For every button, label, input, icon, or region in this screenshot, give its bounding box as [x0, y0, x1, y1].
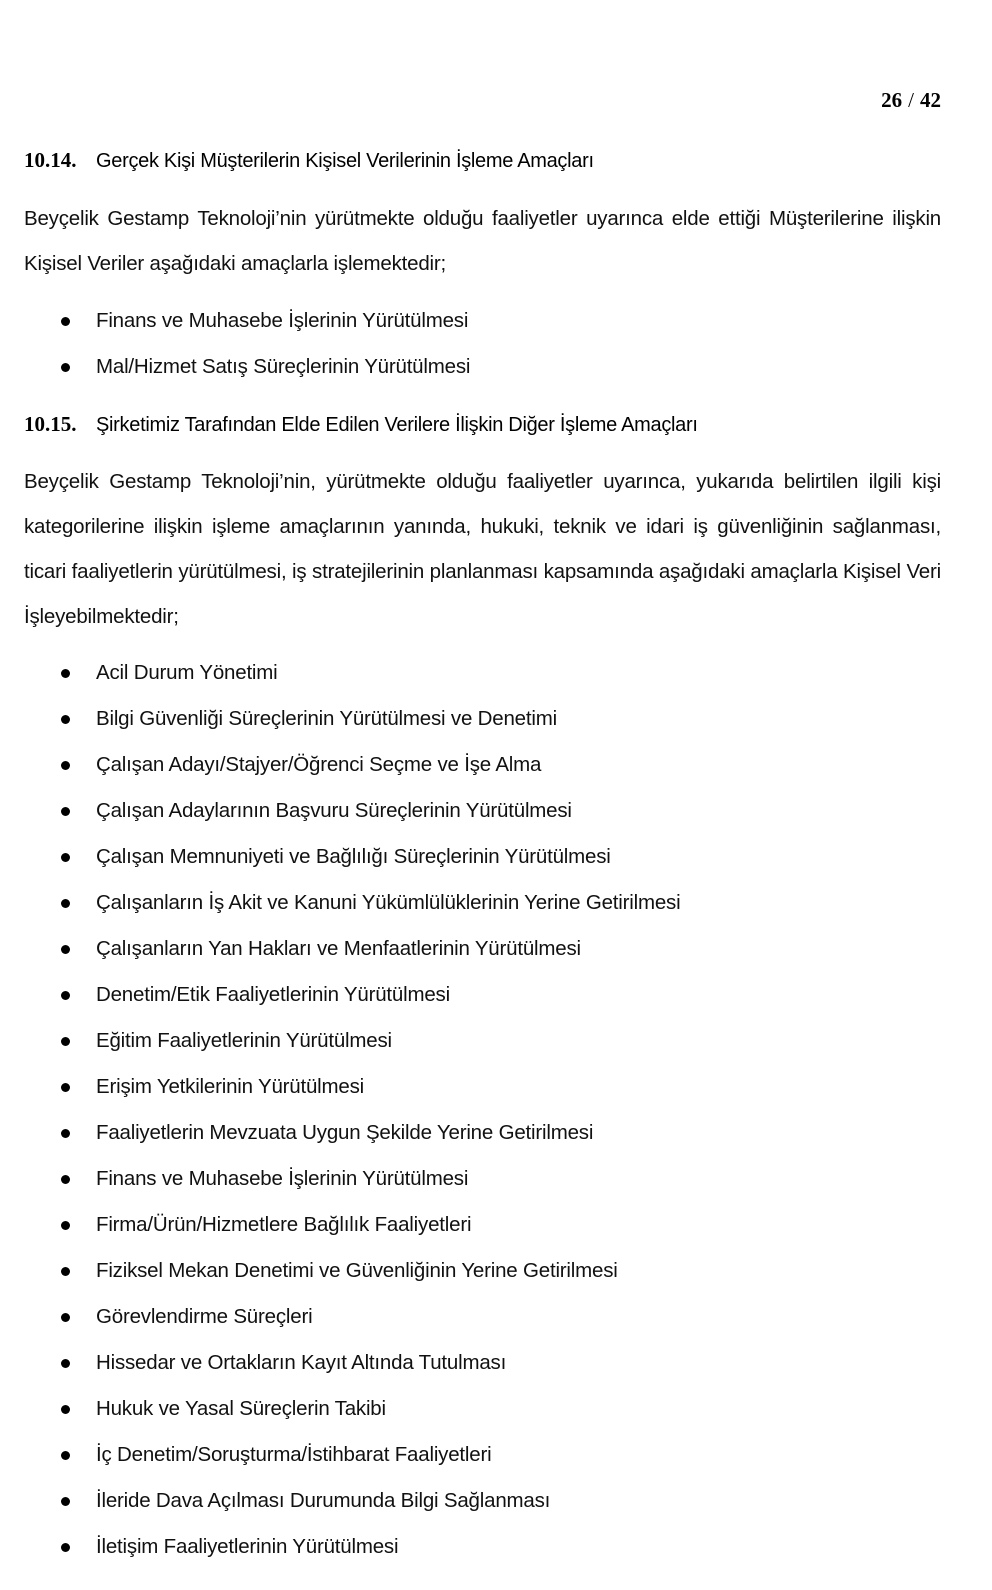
bullet-icon: [61, 1129, 70, 1138]
section-number: 10.14.: [24, 148, 77, 172]
bullet-icon: [61, 945, 70, 954]
page-number-current: 26: [881, 88, 903, 112]
list-item: [24, 1202, 941, 1248]
list-item-text: Mal/Hizmet Satış Süreçlerinin Yürütülmesi: [96, 355, 471, 378]
section-number: 10.15.: [24, 412, 77, 436]
bullet-icon: [61, 715, 70, 724]
list-item-text: İleride Dava Açılması Durumunda Bilgi Sağlanması: [96, 1489, 551, 1512]
list-item: [24, 1248, 941, 1294]
list-item-text: Erişim Yetkilerinin Yürütülmesi: [96, 1075, 365, 1098]
bullet-icon: [61, 317, 70, 326]
list-item-text: Eğitim Faaliyetlerinin Yürütülmesi: [96, 1029, 392, 1052]
bullet-icon: [61, 1313, 70, 1322]
bullet-icon: [61, 1221, 70, 1230]
section-title: Şirketimiz Tarafından Elde Edilen Verilere İlişkin Diğer İşleme Amaçları: [96, 414, 698, 436]
section-heading-10-14: [24, 148, 941, 173]
section-paragraph: Beyçelik Gestamp Teknoloji’nin, yürütmekte olduğu faaliyetler uyarınca, yukarıda belirtilen ilgili kişi kategorilerine ilişkin işleme amaçlarının yanında, hukuki, teknik ve idari iş güvenliğinin sağlanması, ticari faaliyetlerin yürütülmesi, iş stratejilerinin planlanması kapsamında aşağıdaki amaçlarla Kişisel Veri İşleyebilmektedir;: [24, 470, 941, 628]
list-item: [24, 1386, 941, 1432]
bullet-icon: [61, 1451, 70, 1460]
bullet-icon: [61, 1083, 70, 1092]
list-item-text: Faaliyetlerin Mevzuata Uygun Şekilde Yerine Getirilmesi: [96, 1121, 594, 1144]
bullet-icon: [61, 899, 70, 908]
list-item-text: Firma/Ürün/Hizmetlere Bağlılık Faaliyetleri: [96, 1213, 472, 1236]
list-item: [24, 696, 941, 742]
list-item: [24, 1524, 941, 1570]
bullet-icon: [61, 669, 70, 678]
list-item: [24, 834, 941, 880]
list-item-text: Çalışanların İş Akit ve Kanuni Yükümlülüklerinin Yerine Getirilmesi: [96, 891, 681, 914]
list-item: [24, 344, 941, 390]
list-item: [24, 1432, 941, 1478]
page-number-separator: /: [908, 88, 914, 112]
list-item: [24, 926, 941, 972]
list-item-text: Çalışan Adayı/Stajyer/Öğrenci Seçme ve İşe Alma: [96, 753, 542, 776]
list-item-text: Denetim/Etik Faaliyetlerinin Yürütülmesi: [96, 983, 450, 1006]
list-item-text: Finans ve Muhasebe İşlerinin Yürütülmesi: [96, 309, 469, 332]
list-item: [24, 1110, 941, 1156]
list-item: [24, 1340, 941, 1386]
list-item: [24, 1018, 941, 1064]
list-item: [24, 298, 941, 344]
section-heading-10-15: [24, 412, 941, 437]
list-item-text: Finans ve Muhasebe İşlerinin Yürütülmesi: [96, 1167, 469, 1190]
bullet-icon: [61, 1405, 70, 1414]
list-item: [24, 880, 941, 926]
list-item: [24, 1294, 941, 1340]
list-item-text: İletişim Faaliyetlerinin Yürütülmesi: [96, 1535, 399, 1558]
list-item-text: Acil Durum Yönetimi: [96, 661, 278, 684]
bullet-icon: [61, 853, 70, 862]
bullet-list-customer-purposes: [24, 298, 941, 390]
list-item-text: Çalışanların Yan Hakları ve Menfaatlerinin Yürütülmesi: [96, 937, 581, 960]
bullet-icon: [61, 1175, 70, 1184]
bullet-icon: [61, 1497, 70, 1506]
list-item: [24, 788, 941, 834]
list-item-text: İç Denetim/Soruşturma/İstihbarat Faaliyetleri: [96, 1443, 492, 1466]
list-item: [24, 650, 941, 696]
bullet-icon: [61, 1037, 70, 1046]
list-item-text: Bilgi Güvenliği Süreçlerinin Yürütülmesi ve Denetimi: [96, 707, 557, 730]
list-item-text: Fiziksel Mekan Denetimi ve Güvenliğinin Yerine Getirilmesi: [96, 1259, 618, 1282]
bullet-icon: [61, 991, 70, 1000]
list-item-text: Hissedar ve Ortakların Kayıt Altında Tutulması: [96, 1351, 507, 1374]
page-number: [881, 88, 941, 113]
bullet-icon: [61, 1267, 70, 1276]
bullet-list-other-purposes: [24, 650, 941, 1570]
bullet-icon: [61, 807, 70, 816]
bullet-icon: [61, 1543, 70, 1552]
section-paragraph: Beyçelik Gestamp Teknoloji’nin yürütmekte olduğu faaliyetler uyarınca elde ettiği Müşterilerine ilişkin Kişisel Veriler aşağıdaki amaçlarla işlemektedir;: [24, 207, 941, 275]
page-number-total: 42: [920, 88, 941, 112]
bullet-icon: [61, 761, 70, 770]
list-item: [24, 742, 941, 788]
list-item: [24, 1156, 941, 1202]
bullet-icon: [61, 363, 70, 372]
list-item-text: Görevlendirme Süreçleri: [96, 1305, 313, 1328]
list-item-text: Çalışan Memnuniyeti ve Bağlılığı Süreçlerinin Yürütülmesi: [96, 845, 611, 868]
list-item: [24, 1478, 941, 1524]
list-item-text: Hukuk ve Yasal Süreçlerin Takibi: [96, 1397, 386, 1420]
section-title: Gerçek Kişi Müşterilerin Kişisel Verilerinin İşleme Amaçları: [96, 150, 594, 172]
bullet-icon: [61, 1359, 70, 1368]
list-item-text: Çalışan Adaylarının Başvuru Süreçlerinin Yürütülmesi: [96, 799, 572, 822]
list-item: [24, 972, 941, 1018]
list-item: [24, 1064, 941, 1110]
